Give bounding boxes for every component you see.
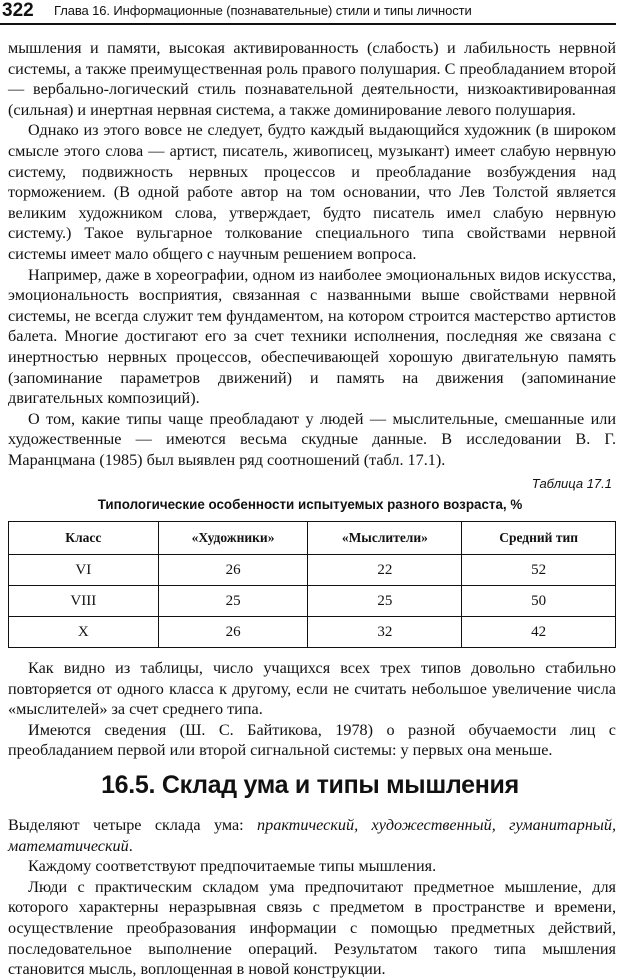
table-cell: VI [9,555,159,586]
paragraph-lead: Выделяют четыре склада ума: [8,816,258,834]
table-cell: 52 [462,555,616,586]
chapter-title: Глава 16. Информационные (познавательные) стили и типы личности [54,3,472,18]
paragraph: Люди с практическим складом ума предпочитают предметное мышление, для которого характерны неразрывная связь с предметом в пространстве и времени, осуществление преобразования информации с помощью предметных действий, последовательное выполнение операций. Результатом такого типа мышления становится мысль, воплощенная в новой конструкции. [8,877,616,979]
table-cell: X [9,617,159,648]
table-cell: 22 [308,555,462,586]
paragraph: О том, какие типы чаще преобладают у людей — мыслительные, смешанные или художественные — имеются весьма скудные данные. В исследовании В. Г. Маранцмана (1985) был выявлен ряд соотношений (табл. 17.1). [8,409,616,469]
paragraph: мышления и памяти, высокая активированность (слабость) и лабильность нервной системы, а также преимущественная роль правого полушария. С преобладанием второй — вербально-логический стиль познавательной деятельности, низкоактивированная (сильная) и инертная нервная система, а также доминирование левого полушария. [8,39,616,119]
paragraph: Каждому соответствуют предпочитаемые типы мышления. [28,857,437,876]
table-cell: 42 [462,617,616,648]
table-label: Таблица 17.1 [531,476,612,491]
table-row [9,555,616,586]
page-number: 322 [2,0,34,21]
table-row [9,617,616,648]
table-cell: 26 [158,555,308,586]
section-heading: 16.5. Склад ума и типы мышления [101,771,519,799]
table-title: Типологические особенности испытуемых разного возраста, % [97,497,523,512]
table-row [9,586,616,617]
paragraph: Например, даже в хореографии, одном из наиболее эмоциональных видов искусства, эмоциональность восприятия, связанная с названными выше свойствами нервной системы, не всегда служит тем фундаментом, на котором строится мастерство артистов балета. Многие достигают его за счет техники исполнения, последняя же связана с инертностью нервных процессов, обеспечивающей хорошую двигательную память (запоминание параметров движений) и память на движения (запоминание двигательных композиций). [8,265,616,408]
paragraph-end: . [128,836,133,855]
column-header: «Художники» [158,522,308,555]
column-header: Класс [9,522,159,555]
table-cell: VIII [9,586,159,617]
paragraph: Как видно из таблицы, число учащихся всех трех типов довольно стабильно повторяется от одного класса к другому, если не считать небольшое увеличение числа «мыслителей» за счет среднего типа. [8,659,616,719]
running-head [0,0,620,26]
body-text-block-2 [8,658,616,761]
mind-types-italic: практический, художественный, гуманитарный, математический [8,816,616,855]
paragraph: Имеются сведения (Ш. С. Байтикова, 1978) о разной обучаемости лиц с преобладанием первой или второй сигнальной системы: у первых она меньше. [8,720,616,760]
data-table [8,521,616,648]
header-rule [0,23,616,25]
paragraph: Однако из этого вовсе не следует, будто каждый выдающийся художник (в широком смысле этого слова — артист, писатель, живописец, музыкант) имеет слабую нервную систему, подвижность нервных процессов и преобладание возбуждения над торможением. (В одной работе автор на том основании, что Лев Толстой является великим художником слова, утверждает, будто писатель имел слабую нервную систему.) Такое вульгарное толкование специального типа свойствами нервной системы имеет мало общего с научным решением вопроса. [8,121,616,263]
paragraph [8,815,616,856]
table-cell: 26 [158,617,308,648]
table-header-row [9,522,616,555]
table-cell: 32 [308,617,462,648]
body-text-block-3 [8,815,616,980]
body-text-block-1 [8,38,616,470]
column-header: Средний тип [462,522,616,555]
table-cell: 50 [462,586,616,617]
table-cell: 25 [158,586,308,617]
table-cell: 25 [308,586,462,617]
column-header: «Мыслители» [308,522,462,555]
